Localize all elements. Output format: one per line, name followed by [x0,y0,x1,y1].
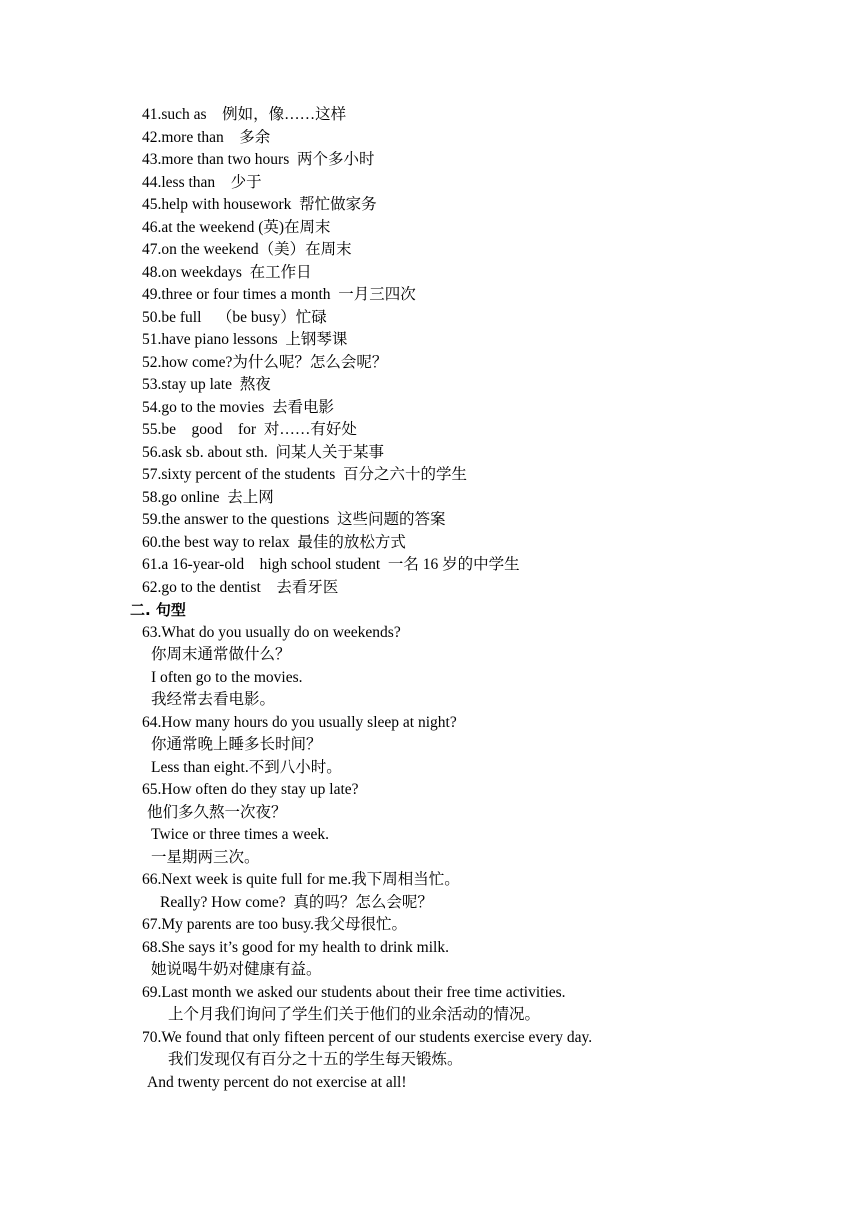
sentence-69: 69.Last month we asked our students about their free time activities. [142,983,566,1001]
phrase-46: 46.at the weekend (英)在周末 [142,218,331,236]
sentence-63-answer: I often go to the movies. [151,668,303,686]
phrase-55: 55.be good for 对……有好处 [142,421,357,438]
sentence-70-continuation: And twenty percent do not exercise at all! [147,1073,407,1091]
phrase-47: 47.on the weekend（美）在周末 [142,241,352,258]
phrase-41: 41.such as 例如，像……这样 [142,106,347,123]
sentence-65-question: 65.How often do they stay up late? [142,781,359,798]
phrase-60: 60.the best way to relax 最佳的放松方式 [142,533,406,551]
document-page [0,104,860,1094]
sentence-70-cn: 我们发现仅有百分之十五的学生每天锻炼。 [168,1051,463,1068]
phrase-50: 50.be full （be busy）忙碌 [142,308,327,326]
sentence-67: 67.My parents are too busy.我父母很忙。 [142,916,408,933]
phrase-48: 48.on weekdays 在工作日 [142,263,312,281]
phrase-42: 42.more than 多余 [142,128,271,146]
sentence-65-question-cn: 他们多久熬一次夜？ [147,803,287,821]
phrase-57: 57.sixty percent of the students 百分之六十的学生 [142,466,468,483]
phrase-44: 44.less than 少于 [142,173,262,191]
phrase-59: 59.the answer to the questions 这些问题的答案 [142,511,446,528]
sentence-70: 70.We found that only fifteen percent of our students exercise every day. [142,1028,593,1046]
phrase-62: 62.go to the dentist 去看牙医 [142,578,339,596]
phrase-53: 53.stay up late 熬夜 [142,376,271,393]
phrase-43: 43.more than two hours 两个多小时 [142,151,375,168]
phrase-52: 52.how come?为什么呢？怎么会呢？ [142,353,388,371]
phrase-51: 51.have piano lessons 上钢琴课 [142,331,348,348]
sentence-63-question: 63.What do you usually do on weekends? [142,623,401,641]
sentence-66: 66.Next week is quite full for me.我下周相当忙。 [142,871,460,888]
sentence-64-answer: Less than eight.不到八小时。 [151,758,342,776]
sentence-66-reply: Really? How come? 真的吗？怎么会呢？ [160,893,433,911]
phrase-56: 56.ask sb. about sth. 问某人关于某事 [142,443,384,461]
sentence-63-question-cn: 你周末通常做什么？ [151,646,291,663]
phrase-45: 45.help with housework 帮忙做家务 [142,196,377,213]
phrase-58: 58.go online 去上网 [142,488,274,506]
phrase-54: 54.go to the movies 去看电影 [142,398,335,416]
sentence-68-cn: 她说喝牛奶对健康有益。 [151,961,322,978]
sentence-64-question: 64.How many hours do you usually sleep at night? [142,713,457,731]
sentence-68: 68.She says it’s good for my health to drink milk. [142,938,449,956]
sentence-63-answer-cn: 我经常去看电影。 [151,691,276,708]
sentence-65-answer-cn: 一星期两三次。 [151,848,260,866]
sentence-69-cn: 上个月我们询问了学生们关于他们的业余活动的情况。 [168,1006,541,1023]
sentence-64-question-cn: 你通常晚上睡多长时间？ [151,736,322,753]
phrase-49: 49.three or four times a month 一月三四次 [142,286,416,303]
phrase-61: 61.a 16-year-old high school student 一名 16 岁的中学生 [142,556,520,573]
section-heading-sentences: 二. 句型 [130,601,186,619]
sentence-65-answer: Twice or three times a week. [151,826,329,843]
